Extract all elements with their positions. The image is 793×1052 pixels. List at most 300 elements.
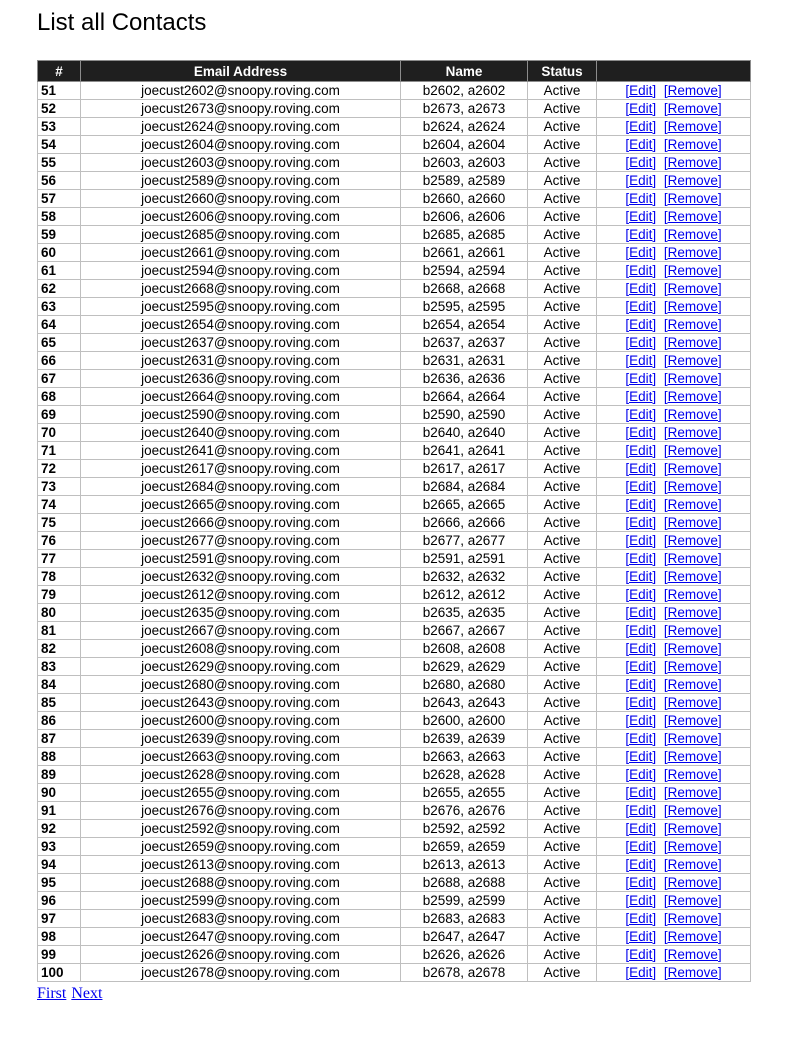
table-row [38, 622, 751, 640]
edit-link[interactable]: [Edit] [625, 875, 657, 890]
row-number: 87 [38, 730, 81, 748]
header-actions [597, 61, 751, 82]
email-cell: joecust2624@snoopy.roving.com [81, 118, 401, 136]
status-cell: Active [528, 424, 597, 442]
name-cell: b2608, a2608 [401, 640, 528, 658]
row-number: 61 [38, 262, 81, 280]
row-number: 71 [38, 442, 81, 460]
table-row [38, 928, 751, 946]
name-cell: b2684, a2684 [401, 478, 528, 496]
actions-cell [597, 676, 751, 694]
name-cell: b2663, a2663 [401, 748, 528, 766]
table-row [38, 892, 751, 910]
name-cell: b2604, a2604 [401, 136, 528, 154]
actions-cell [597, 406, 751, 424]
edit-link[interactable]: [Edit] [625, 443, 657, 458]
table-row [38, 226, 751, 244]
edit-link[interactable]: [Edit] [625, 263, 657, 278]
remove-link[interactable]: [Remove] [663, 875, 722, 890]
status-cell: Active [528, 766, 597, 784]
status-cell: Active [528, 730, 597, 748]
email-cell: joecust2666@snoopy.roving.com [81, 514, 401, 532]
status-cell: Active [528, 874, 597, 892]
remove-link[interactable]: [Remove] [663, 299, 722, 314]
name-cell: b2590, a2590 [401, 406, 528, 424]
actions-cell [597, 136, 751, 154]
actions-cell [597, 622, 751, 640]
edit-link[interactable]: [Edit] [625, 695, 657, 710]
status-cell: Active [528, 100, 597, 118]
table-row [38, 910, 751, 928]
table-row [38, 784, 751, 802]
remove-link[interactable]: [Remove] [663, 821, 722, 836]
name-cell: b2628, a2628 [401, 766, 528, 784]
actions-cell [597, 244, 751, 262]
row-number: 54 [38, 136, 81, 154]
table-row [38, 874, 751, 892]
table-row [38, 856, 751, 874]
edit-link[interactable]: [Edit] [625, 641, 657, 656]
row-number: 69 [38, 406, 81, 424]
name-cell: b2594, a2594 [401, 262, 528, 280]
actions-cell [597, 964, 751, 982]
remove-link[interactable]: [Remove] [663, 83, 722, 98]
table-row [38, 946, 751, 964]
row-number: 57 [38, 190, 81, 208]
row-number: 75 [38, 514, 81, 532]
name-cell: b2639, a2639 [401, 730, 528, 748]
edit-link[interactable]: [Edit] [625, 623, 657, 638]
remove-link[interactable]: [Remove] [663, 623, 722, 638]
email-cell: joecust2631@snoopy.roving.com [81, 352, 401, 370]
edit-link[interactable]: [Edit] [625, 299, 657, 314]
email-cell: joecust2664@snoopy.roving.com [81, 388, 401, 406]
status-cell: Active [528, 946, 597, 964]
edit-link[interactable]: [Edit] [625, 155, 657, 170]
email-cell: joecust2668@snoopy.roving.com [81, 280, 401, 298]
name-cell: b2647, a2647 [401, 928, 528, 946]
status-cell: Active [528, 496, 597, 514]
edit-link[interactable]: [Edit] [625, 371, 657, 386]
remove-link[interactable]: [Remove] [663, 749, 722, 764]
name-cell: b2624, a2624 [401, 118, 528, 136]
table-row [38, 550, 751, 568]
remove-link[interactable]: [Remove] [663, 677, 722, 692]
edit-link[interactable]: [Edit] [625, 731, 657, 746]
remove-link[interactable]: [Remove] [663, 803, 722, 818]
table-row [38, 424, 751, 442]
name-cell: b2612, a2612 [401, 586, 528, 604]
row-number: 79 [38, 586, 81, 604]
status-cell: Active [528, 784, 597, 802]
actions-cell [597, 568, 751, 586]
edit-link[interactable]: [Edit] [625, 173, 657, 188]
edit-link[interactable]: [Edit] [625, 209, 657, 224]
remove-link[interactable]: [Remove] [663, 281, 722, 296]
actions-cell [597, 784, 751, 802]
status-cell: Active [528, 244, 597, 262]
name-cell: b2654, a2654 [401, 316, 528, 334]
status-cell: Active [528, 658, 597, 676]
table-row [38, 136, 751, 154]
table-row [38, 370, 751, 388]
email-cell: joecust2612@snoopy.roving.com [81, 586, 401, 604]
table-row [38, 82, 751, 100]
remove-link[interactable]: [Remove] [663, 227, 722, 242]
status-cell: Active [528, 694, 597, 712]
actions-cell [597, 424, 751, 442]
edit-link[interactable]: [Edit] [625, 947, 657, 962]
remove-link[interactable]: [Remove] [663, 407, 722, 422]
remove-link[interactable]: [Remove] [663, 389, 722, 404]
row-number: 65 [38, 334, 81, 352]
edit-link[interactable]: [Edit] [625, 785, 657, 800]
row-number: 76 [38, 532, 81, 550]
edit-link[interactable]: [Edit] [625, 101, 657, 116]
edit-link[interactable]: [Edit] [625, 587, 657, 602]
status-cell: Active [528, 676, 597, 694]
remove-link[interactable]: [Remove] [663, 173, 722, 188]
email-cell: joecust2659@snoopy.roving.com [81, 838, 401, 856]
table-row [38, 172, 751, 190]
name-cell: b2677, a2677 [401, 532, 528, 550]
status-cell: Active [528, 154, 597, 172]
row-number: 64 [38, 316, 81, 334]
table-row [38, 586, 751, 604]
email-cell: joecust2629@snoopy.roving.com [81, 658, 401, 676]
row-number: 91 [38, 802, 81, 820]
actions-cell [597, 550, 751, 568]
table-row [38, 244, 751, 262]
name-cell: b2680, a2680 [401, 676, 528, 694]
email-cell: joecust2603@snoopy.roving.com [81, 154, 401, 172]
name-cell: b2617, a2617 [401, 460, 528, 478]
edit-link[interactable]: [Edit] [625, 191, 657, 206]
row-number: 74 [38, 496, 81, 514]
edit-link[interactable]: [Edit] [625, 83, 657, 98]
row-number: 83 [38, 658, 81, 676]
email-cell: joecust2635@snoopy.roving.com [81, 604, 401, 622]
email-cell: joecust2680@snoopy.roving.com [81, 676, 401, 694]
actions-cell [597, 658, 751, 676]
edit-link[interactable]: [Edit] [625, 497, 657, 512]
edit-link[interactable]: [Edit] [625, 353, 657, 368]
status-cell: Active [528, 604, 597, 622]
row-number: 73 [38, 478, 81, 496]
remove-link[interactable]: [Remove] [663, 245, 722, 260]
edit-link[interactable]: [Edit] [625, 515, 657, 530]
table-row [38, 442, 751, 460]
table-row [38, 262, 751, 280]
edit-link[interactable]: [Edit] [625, 137, 657, 152]
edit-link[interactable]: [Edit] [625, 533, 657, 548]
contacts-table [37, 60, 751, 982]
actions-cell [597, 208, 751, 226]
row-number: 66 [38, 352, 81, 370]
remove-link[interactable]: [Remove] [663, 641, 722, 656]
pagination [37, 985, 793, 1003]
remove-link[interactable]: [Remove] [663, 551, 722, 566]
status-cell: Active [528, 892, 597, 910]
email-cell: joecust2594@snoopy.roving.com [81, 262, 401, 280]
actions-cell [597, 154, 751, 172]
status-cell: Active [528, 586, 597, 604]
remove-link[interactable]: [Remove] [663, 785, 722, 800]
row-number: 52 [38, 100, 81, 118]
actions-cell [597, 694, 751, 712]
email-cell: joecust2678@snoopy.roving.com [81, 964, 401, 982]
actions-cell [597, 118, 751, 136]
edit-link[interactable]: [Edit] [625, 479, 657, 494]
remove-link[interactable]: [Remove] [663, 191, 722, 206]
table-row [38, 568, 751, 586]
name-cell: b2661, a2661 [401, 244, 528, 262]
table-row [38, 766, 751, 784]
remove-link[interactable]: [Remove] [663, 317, 722, 332]
row-number: 95 [38, 874, 81, 892]
table-row [38, 640, 751, 658]
remove-link[interactable]: [Remove] [663, 335, 722, 350]
name-cell: b2632, a2632 [401, 568, 528, 586]
edit-link[interactable]: [Edit] [625, 569, 657, 584]
actions-cell [597, 586, 751, 604]
remove-link[interactable]: [Remove] [663, 731, 722, 746]
email-cell: joecust2676@snoopy.roving.com [81, 802, 401, 820]
edit-link[interactable]: [Edit] [625, 389, 657, 404]
edit-link[interactable]: [Edit] [625, 893, 657, 908]
status-cell: Active [528, 406, 597, 424]
actions-cell [597, 766, 751, 784]
edit-link[interactable]: [Edit] [625, 407, 657, 422]
table-row [38, 208, 751, 226]
name-cell: b2631, a2631 [401, 352, 528, 370]
remove-link[interactable]: [Remove] [663, 965, 722, 980]
row-number: 63 [38, 298, 81, 316]
next-link[interactable]: Next [71, 985, 103, 1002]
actions-cell [597, 280, 751, 298]
email-cell: joecust2661@snoopy.roving.com [81, 244, 401, 262]
email-cell: joecust2628@snoopy.roving.com [81, 766, 401, 784]
remove-link[interactable]: [Remove] [663, 533, 722, 548]
remove-link[interactable]: [Remove] [663, 893, 722, 908]
email-cell: joecust2591@snoopy.roving.com [81, 550, 401, 568]
edit-link[interactable]: [Edit] [625, 227, 657, 242]
row-number: 62 [38, 280, 81, 298]
remove-link[interactable]: [Remove] [663, 713, 722, 728]
email-cell: joecust2683@snoopy.roving.com [81, 910, 401, 928]
name-cell: b2676, a2676 [401, 802, 528, 820]
status-cell: Active [528, 352, 597, 370]
remove-link[interactable]: [Remove] [663, 767, 722, 782]
first-link[interactable]: First [37, 985, 67, 1002]
name-cell: b2636, a2636 [401, 370, 528, 388]
remove-link[interactable]: [Remove] [663, 353, 722, 368]
actions-cell [597, 316, 751, 334]
edit-link[interactable]: [Edit] [625, 605, 657, 620]
name-cell: b2688, a2688 [401, 874, 528, 892]
status-cell: Active [528, 370, 597, 388]
edit-link[interactable]: [Edit] [625, 713, 657, 728]
remove-link[interactable]: [Remove] [663, 425, 722, 440]
row-number: 80 [38, 604, 81, 622]
table-row [38, 334, 751, 352]
email-cell: joecust2604@snoopy.roving.com [81, 136, 401, 154]
actions-cell [597, 100, 751, 118]
row-number: 78 [38, 568, 81, 586]
row-number: 81 [38, 622, 81, 640]
edit-link[interactable]: [Edit] [625, 119, 657, 134]
row-number: 88 [38, 748, 81, 766]
status-cell: Active [528, 838, 597, 856]
email-cell: joecust2685@snoopy.roving.com [81, 226, 401, 244]
status-cell: Active [528, 334, 597, 352]
actions-cell [597, 262, 751, 280]
remove-link[interactable]: [Remove] [663, 587, 722, 602]
page-title: List all Contacts [37, 9, 207, 36]
edit-link[interactable]: [Edit] [625, 911, 657, 926]
actions-cell [597, 856, 751, 874]
edit-link[interactable]: [Edit] [625, 749, 657, 764]
actions-cell [597, 82, 751, 100]
remove-link[interactable]: [Remove] [663, 569, 722, 584]
edit-link[interactable]: [Edit] [625, 317, 657, 332]
edit-link[interactable]: [Edit] [625, 839, 657, 854]
remove-link[interactable]: [Remove] [663, 461, 722, 476]
email-cell: joecust2663@snoopy.roving.com [81, 748, 401, 766]
name-cell: b2602, a2602 [401, 82, 528, 100]
remove-link[interactable]: [Remove] [663, 695, 722, 710]
status-cell: Active [528, 298, 597, 316]
table-row [38, 154, 751, 172]
actions-cell [597, 946, 751, 964]
edit-link[interactable]: [Edit] [625, 803, 657, 818]
edit-link[interactable]: [Edit] [625, 425, 657, 440]
edit-link[interactable]: [Edit] [625, 335, 657, 350]
name-cell: b2660, a2660 [401, 190, 528, 208]
email-cell: joecust2606@snoopy.roving.com [81, 208, 401, 226]
edit-link[interactable]: [Edit] [625, 767, 657, 782]
remove-link[interactable]: [Remove] [663, 839, 722, 854]
row-number: 67 [38, 370, 81, 388]
row-number: 93 [38, 838, 81, 856]
email-cell: joecust2589@snoopy.roving.com [81, 172, 401, 190]
remove-link[interactable]: [Remove] [663, 443, 722, 458]
remove-link[interactable]: [Remove] [663, 263, 722, 278]
actions-cell [597, 820, 751, 838]
name-cell: b2655, a2655 [401, 784, 528, 802]
table-row [38, 838, 751, 856]
status-cell: Active [528, 514, 597, 532]
remove-link[interactable]: [Remove] [663, 857, 722, 872]
email-cell: joecust2617@snoopy.roving.com [81, 460, 401, 478]
remove-link[interactable]: [Remove] [663, 497, 722, 512]
table-row [38, 748, 751, 766]
edit-link[interactable]: [Edit] [625, 965, 657, 980]
remove-link[interactable]: [Remove] [663, 137, 722, 152]
actions-cell [597, 640, 751, 658]
name-cell: b2673, a2673 [401, 100, 528, 118]
actions-cell [597, 838, 751, 856]
email-cell: joecust2599@snoopy.roving.com [81, 892, 401, 910]
edit-link[interactable]: [Edit] [625, 929, 657, 944]
table-row [38, 388, 751, 406]
row-number: 89 [38, 766, 81, 784]
remove-link[interactable]: [Remove] [663, 101, 722, 116]
table-row [38, 694, 751, 712]
status-cell: Active [528, 910, 597, 928]
table-row [38, 514, 751, 532]
status-cell: Active [528, 172, 597, 190]
row-number: 82 [38, 640, 81, 658]
email-cell: joecust2667@snoopy.roving.com [81, 622, 401, 640]
edit-link[interactable]: [Edit] [625, 677, 657, 692]
actions-cell [597, 190, 751, 208]
remove-link[interactable]: [Remove] [663, 155, 722, 170]
edit-link[interactable]: [Edit] [625, 281, 657, 296]
remove-link[interactable]: [Remove] [663, 479, 722, 494]
table-row [38, 712, 751, 730]
edit-link[interactable]: [Edit] [625, 551, 657, 566]
status-cell: Active [528, 136, 597, 154]
name-cell: b2629, a2629 [401, 658, 528, 676]
status-cell: Active [528, 964, 597, 982]
edit-link[interactable]: [Edit] [625, 857, 657, 872]
actions-cell [597, 334, 751, 352]
edit-link[interactable]: [Edit] [625, 245, 657, 260]
row-number: 99 [38, 946, 81, 964]
table-row [38, 316, 751, 334]
table-row [38, 496, 751, 514]
status-cell: Active [528, 856, 597, 874]
actions-cell [597, 928, 751, 946]
remove-link[interactable]: [Remove] [663, 209, 722, 224]
edit-link[interactable]: [Edit] [625, 659, 657, 674]
remove-link[interactable]: [Remove] [663, 119, 722, 134]
row-number: 84 [38, 676, 81, 694]
table-row [38, 460, 751, 478]
table-row [38, 532, 751, 550]
remove-link[interactable]: [Remove] [663, 515, 722, 530]
edit-link[interactable]: [Edit] [625, 821, 657, 836]
name-cell: b2600, a2600 [401, 712, 528, 730]
status-cell: Active [528, 316, 597, 334]
actions-cell [597, 730, 751, 748]
name-cell: b2665, a2665 [401, 496, 528, 514]
name-cell: b2678, a2678 [401, 964, 528, 982]
email-cell: joecust2602@snoopy.roving.com [81, 82, 401, 100]
edit-link[interactable]: [Edit] [625, 461, 657, 476]
name-cell: b2606, a2606 [401, 208, 528, 226]
remove-link[interactable]: [Remove] [663, 947, 722, 962]
email-cell: joecust2637@snoopy.roving.com [81, 334, 401, 352]
table-row [38, 676, 751, 694]
status-cell: Active [528, 262, 597, 280]
name-cell: b2664, a2664 [401, 388, 528, 406]
remove-link[interactable]: [Remove] [663, 605, 722, 620]
remove-link[interactable]: [Remove] [663, 659, 722, 674]
name-cell: b2599, a2599 [401, 892, 528, 910]
table-row [38, 100, 751, 118]
actions-cell [597, 802, 751, 820]
table-row [38, 820, 751, 838]
name-cell: b2635, a2635 [401, 604, 528, 622]
email-cell: joecust2643@snoopy.roving.com [81, 694, 401, 712]
remove-link[interactable]: [Remove] [663, 371, 722, 386]
table-header-row [38, 61, 751, 82]
remove-link[interactable]: [Remove] [663, 929, 722, 944]
remove-link[interactable]: [Remove] [663, 911, 722, 926]
row-number: 92 [38, 820, 81, 838]
